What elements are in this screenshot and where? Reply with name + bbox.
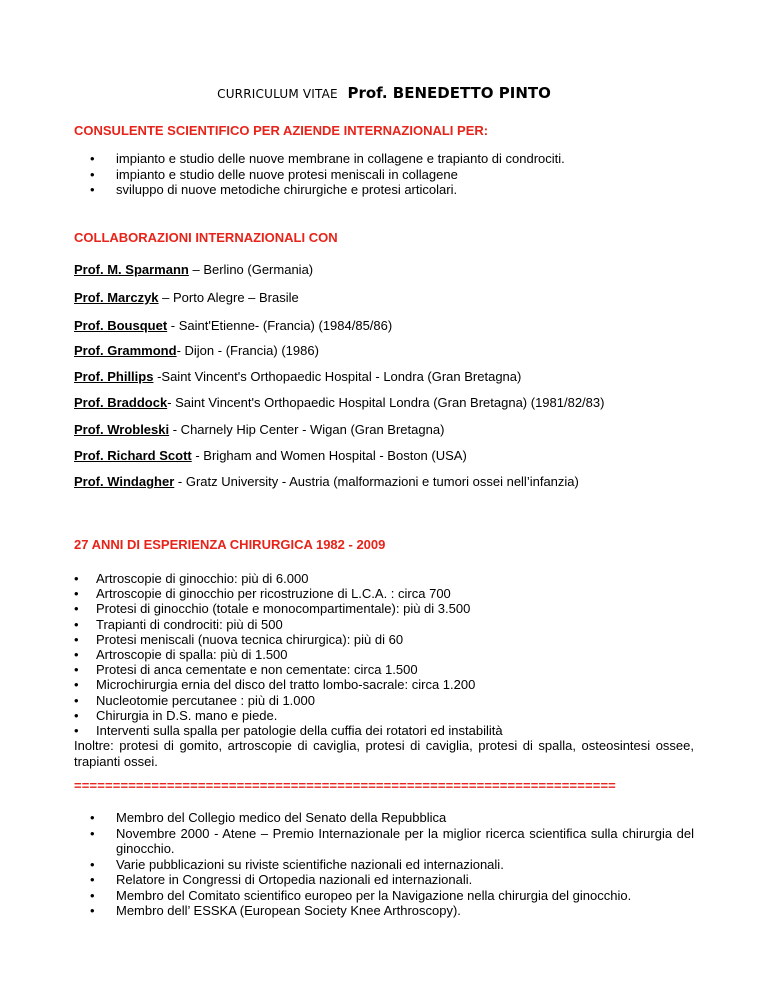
collab-entry	[74, 262, 313, 277]
list-item: • impianto e studio delle nuove protesi meniscali in collagene	[74, 167, 714, 183]
separator-line: ======================================================================	[74, 778, 616, 793]
collab-name: Prof. Bousquet	[74, 318, 168, 333]
collab-name: Prof. Wrobleski	[74, 422, 170, 437]
list-item: • Artroscopie di ginocchio per ricostruzione di L.C.A. : circa 700	[74, 586, 714, 601]
collab-detail: - Gratz University - Austria (malformazioni e tumori ossei nell’infanzia)	[174, 474, 579, 489]
collab-entry	[74, 343, 319, 358]
collab-name: Prof. Windagher	[74, 474, 175, 489]
collab-detail: - Brigham and Women Hospital - Boston (USA)	[191, 448, 467, 463]
list-item: • sviluppo di nuove metodiche chirurgiche e protesi articolari.	[74, 182, 714, 198]
esperienza-heading: 27 ANNI DI ESPERIENZA CHIRURGICA 1982 - 2009	[74, 537, 386, 552]
cv-title	[0, 84, 768, 102]
collab-entry	[74, 395, 604, 410]
collab-entry	[74, 448, 467, 463]
esperienza-note: Inoltre: protesi di gomito, artroscopie di caviglia, protesi di caviglia, protesi di spalla, osteosintesi ossee, trapianti ossei.	[74, 738, 694, 769]
collab-detail: -Saint Vincent's Orthopaedic Hospital - Londra (Gran Bretagna)	[153, 369, 522, 384]
collab-entry	[74, 474, 579, 489]
person-name: Prof. BENEDETTO PINTO	[347, 84, 551, 102]
collab-detail: - Saint Vincent's Orthopaedic Hospital Londra (Gran Bretagna) (1981/82/83)	[167, 395, 605, 410]
collab-detail: - Dijon - (Francia) (1986)	[176, 343, 319, 358]
cv-label: CURRICULUM VITAE	[217, 87, 338, 101]
collab-entry	[74, 318, 392, 333]
list-item: • Artroscopie di spalla: più di 1.500	[74, 647, 714, 662]
collab-detail: – Porto Alegre – Brasile	[158, 290, 299, 305]
collab-name: Prof. Phillips	[74, 369, 154, 384]
collab-name: Prof. M. Sparmann	[74, 262, 189, 277]
list-item: • Interventi sulla spalla per patologie della cuffia dei rotatori ed instabilità	[74, 723, 714, 738]
list-item: • Membro del Collegio medico del Senato della Repubblica	[74, 810, 694, 826]
list-item: • Chirurgia in D.S. mano e piede.	[74, 708, 714, 723]
collab-name: Prof. Braddock	[74, 395, 168, 410]
list-item: • Microchirurgia ernia del disco del tratto lombo-sacrale: circa 1.200	[74, 677, 714, 692]
list-item: • Artroscopie di ginocchio: più di 6.000	[74, 571, 714, 586]
altro-list	[74, 810, 694, 919]
collab-entry	[74, 290, 299, 305]
collab-entry	[74, 369, 521, 384]
list-item: • Relatore in Congressi di Ortopedia nazionali ed internazionali.	[74, 872, 694, 888]
list-item: • Membro dell’ ESSKA (European Society Knee Arthroscopy).	[74, 903, 694, 919]
list-item: • Trapianti di condrociti: più di 500	[74, 617, 714, 632]
collab-heading: COLLABORAZIONI INTERNAZIONALI CON	[74, 230, 338, 245]
list-item: • Membro del Comitato scientifico europeo per la Navigazione nella chirurgia del ginocchio.	[74, 888, 694, 904]
collab-detail: - Charnely Hip Center - Wigan (Gran Bretagna)	[169, 422, 445, 437]
list-item: • Varie pubblicazioni su riviste scientifiche nazionali ed internazionali.	[74, 857, 694, 873]
collab-entry	[74, 422, 444, 437]
collab-name: Prof. Grammond	[74, 343, 177, 358]
list-item: • Novembre 2000 - Atene – Premio Internazionale per la miglior ricerca scientifica sulla chirurgia del ginocchio.	[74, 826, 694, 857]
collab-name: Prof. Marczyk	[74, 290, 159, 305]
list-item: • impianto e studio delle nuove membrane in collagene e trapianto di condrociti.	[74, 151, 714, 167]
consulente-heading: CONSULENTE SCIENTIFICO PER AZIENDE INTERNAZIONALI PER:	[74, 123, 489, 138]
collab-detail: - Saint'Etienne- (Francia) (1984/85/86)	[167, 318, 393, 333]
consulente-list	[74, 151, 714, 198]
collab-detail: – Berlino (Germania)	[188, 262, 314, 277]
list-item: • Protesi di ginocchio (totale e monocompartimentale): più di 3.500	[74, 601, 714, 616]
list-item: • Nucleotomie percutanee : più di 1.000	[74, 693, 714, 708]
list-item: • Protesi di anca cementate e non cementate: circa 1.500	[74, 662, 714, 677]
collab-name: Prof. Richard Scott	[74, 448, 192, 463]
esperienza-list	[74, 571, 714, 738]
list-item: • Protesi meniscali (nuova tecnica chirurgica): più di 60	[74, 632, 714, 647]
